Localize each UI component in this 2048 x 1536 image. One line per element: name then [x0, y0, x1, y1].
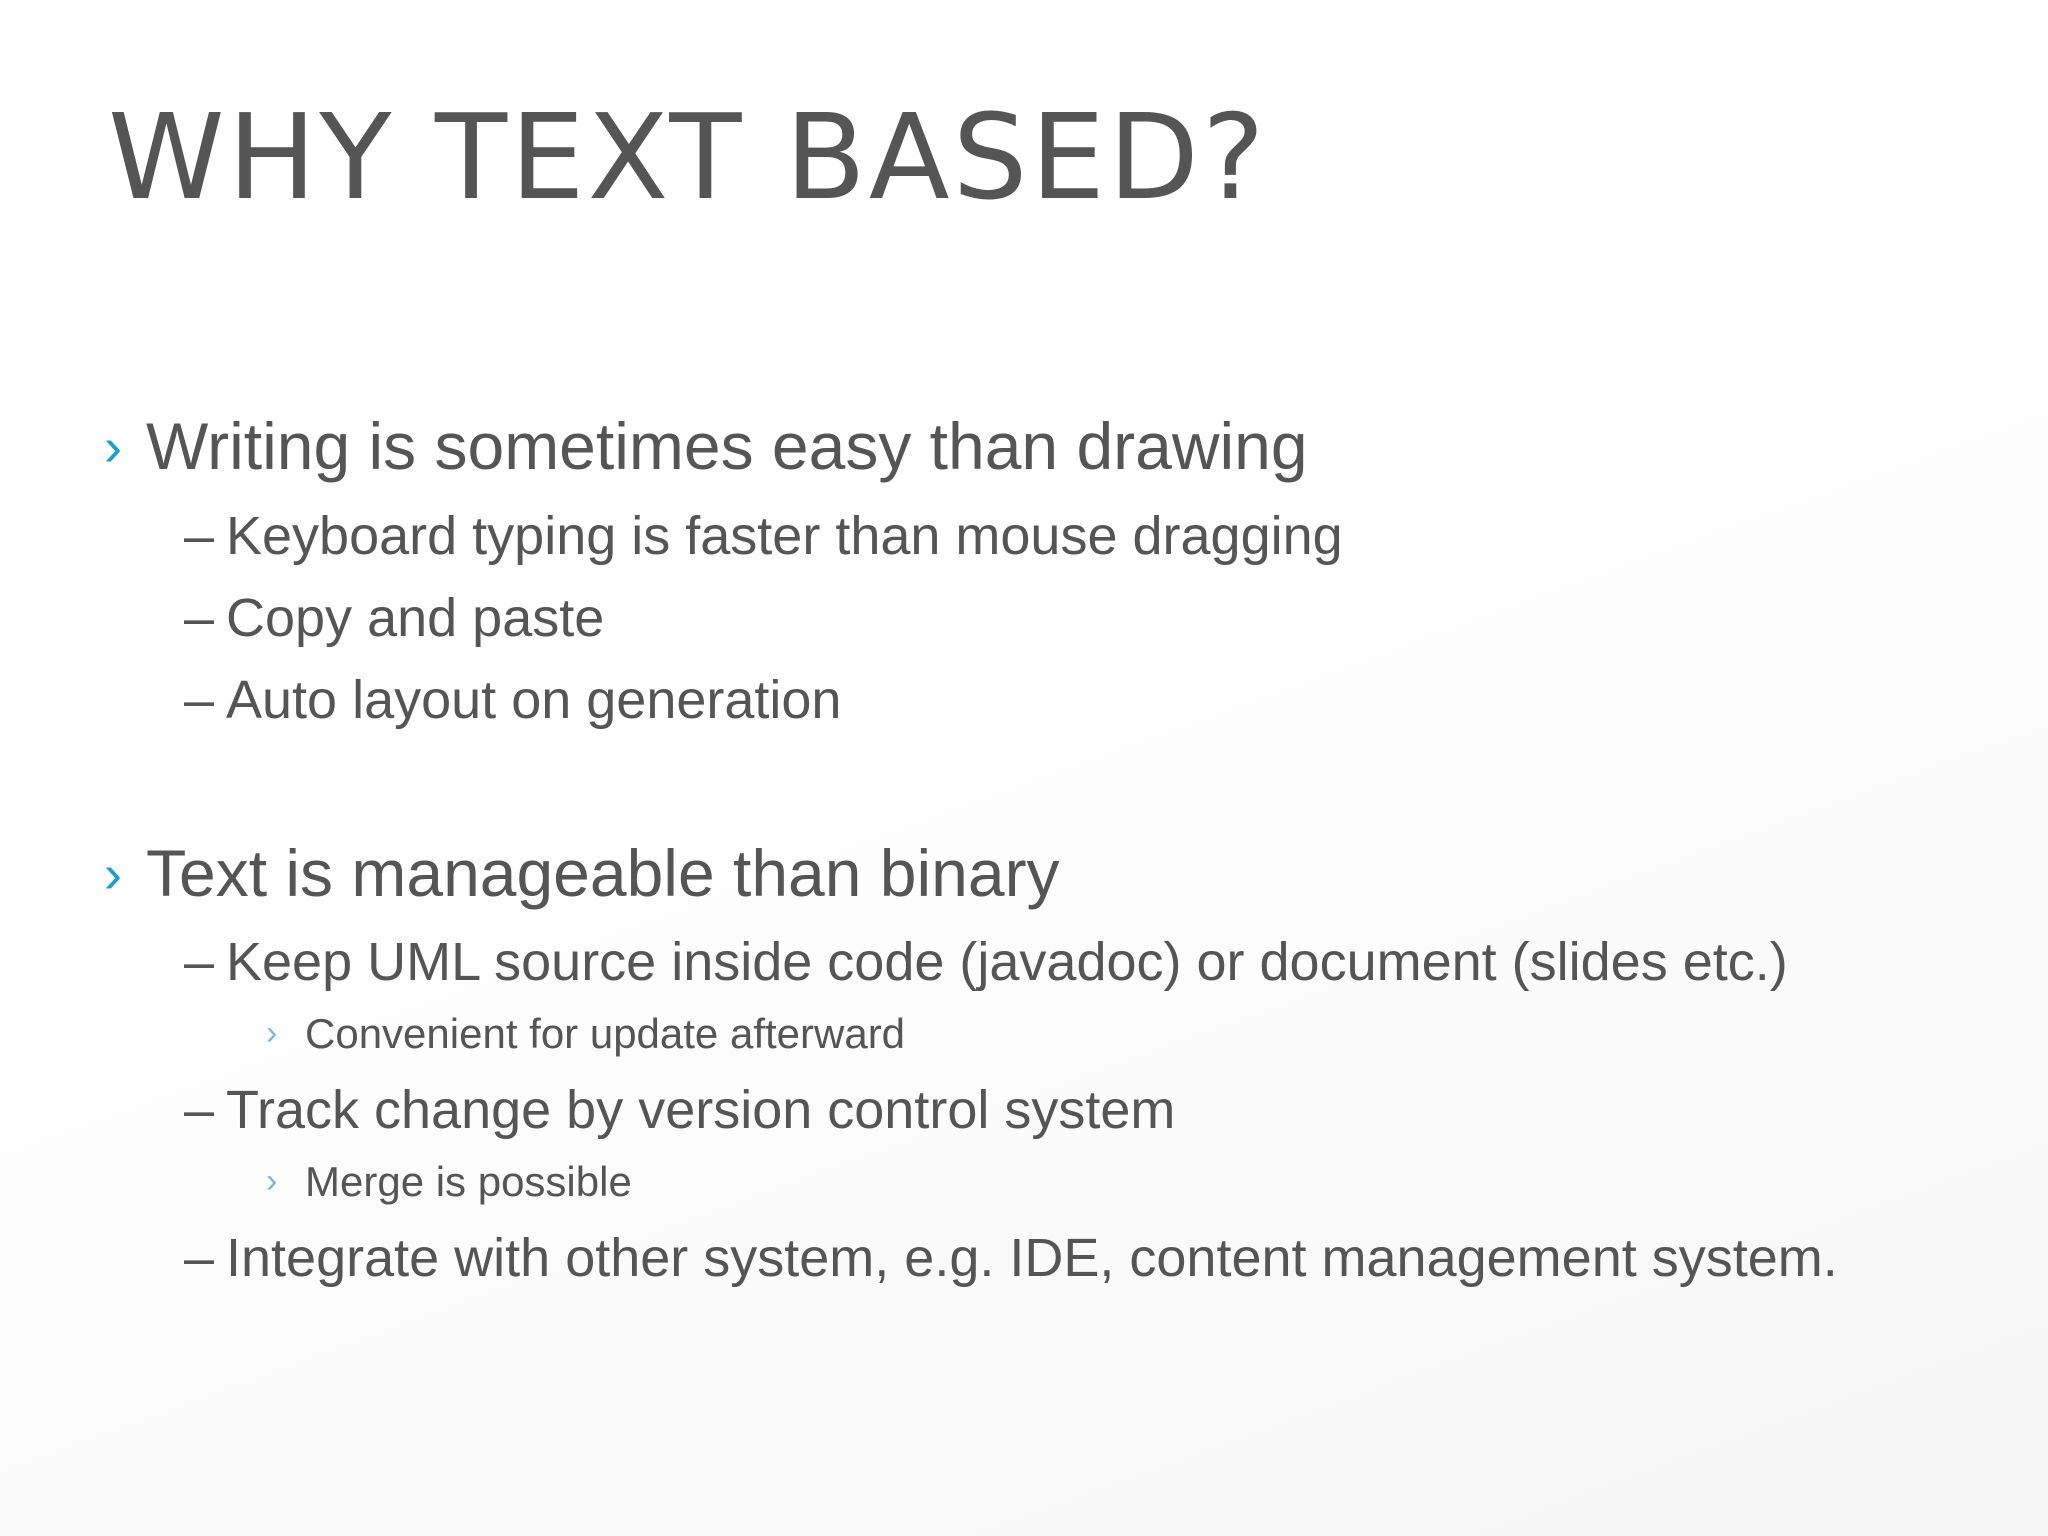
dash-icon: –: [184, 506, 215, 566]
bullet-text: Keyboard typing is faster than mouse dragging: [226, 506, 1343, 566]
slide-title: WHY TEXT BASED?: [108, 88, 1268, 226]
bullet-level2: [184, 932, 1788, 992]
bullet-level3: [266, 1010, 906, 1057]
bullet-level2: [184, 588, 605, 648]
bullet-level1: [104, 409, 1308, 483]
dash-icon: –: [184, 670, 215, 730]
chevron-right-icon: ›: [266, 1014, 278, 1052]
dash-icon: –: [184, 1228, 215, 1288]
dash-icon: –: [184, 588, 215, 648]
bullet-level3: [266, 1158, 632, 1205]
bullet-text: Track change by version control system: [226, 1080, 1176, 1140]
bullet-text: Integrate with other system, e.g. IDE, content management system.: [226, 1228, 1838, 1288]
bullet-text: Keep UML source inside code (javadoc) or document (slides etc.): [226, 932, 1788, 992]
bullet-text: Merge is possible: [305, 1158, 632, 1205]
bullet-level2: [184, 1228, 1838, 1288]
bullet-text: Text is manageable than binary: [146, 836, 1060, 910]
bullet-text: Copy and paste: [226, 588, 605, 648]
bullet-level1: [104, 836, 1060, 910]
dash-icon: –: [184, 932, 215, 992]
chevron-right-icon: ›: [266, 1162, 278, 1200]
chevron-right-icon: ›: [104, 844, 122, 904]
bullet-level2: [184, 506, 1343, 566]
bullet-level2: [184, 670, 842, 730]
bullet-text: Auto layout on generation: [226, 670, 842, 730]
chevron-right-icon: ›: [104, 417, 122, 477]
bullet-text: Convenient for update afterward: [305, 1010, 906, 1057]
dash-icon: –: [184, 1080, 215, 1140]
bullet-level2: [184, 1080, 1176, 1140]
bullet-text: Writing is sometimes easy than drawing: [146, 409, 1308, 483]
